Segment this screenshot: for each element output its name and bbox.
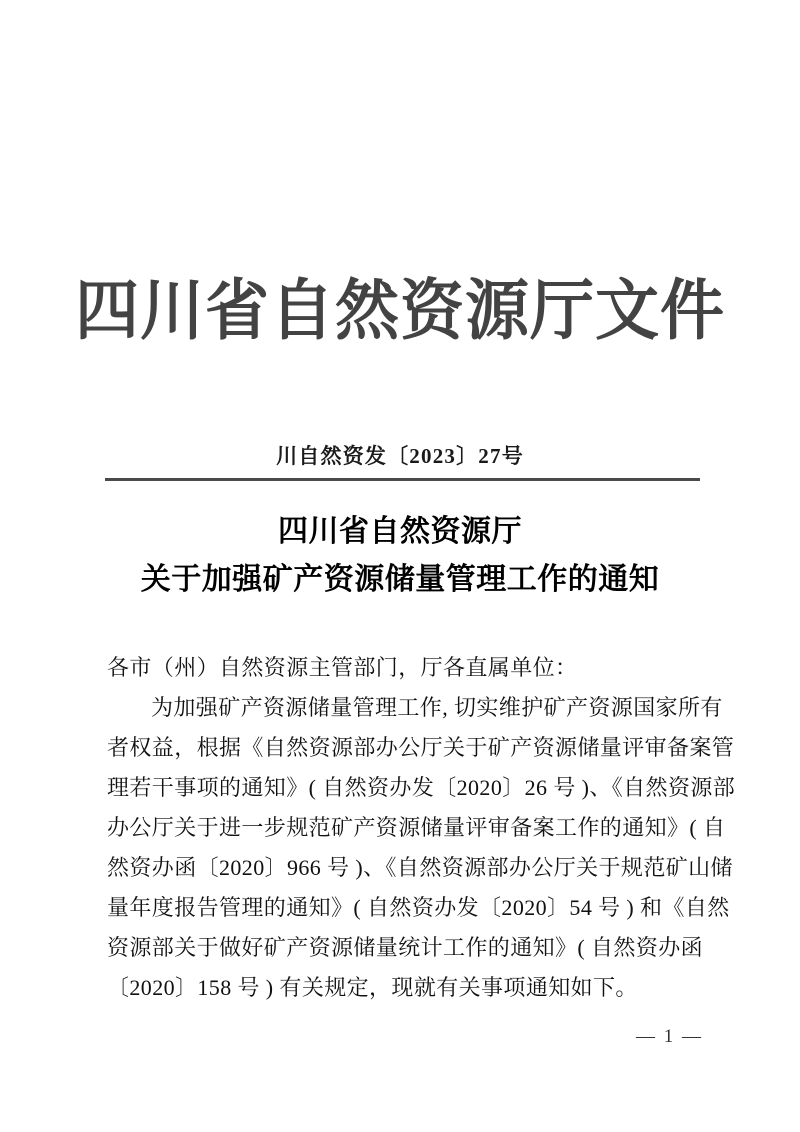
body-paragraph-line: 理若干事项的通知》( 自然资办发〔2020〕26 号 )、《自然资源部 bbox=[107, 775, 736, 800]
body-salutation: 各市（州）自然资源主管部门，厅各直属单位： bbox=[107, 655, 578, 680]
body-paragraph-line: 〔2020〕158 号 ) 有关规定，现就有关事项通知如下。 bbox=[107, 975, 638, 1000]
body-paragraph-line: 为加强矿产资源储量管理工作, 切实维护矿产资源国家所有 bbox=[151, 695, 723, 720]
document-heading bbox=[0, 508, 800, 604]
header-separator-rule bbox=[105, 478, 700, 481]
masthead-title: 四川省自然资源厅文件 bbox=[75, 275, 725, 348]
heading-line-issuer: 四川省自然资源厅 bbox=[278, 515, 522, 548]
document-body bbox=[107, 648, 736, 1008]
document-number: 川自然资发〔2023〕27号 bbox=[276, 444, 524, 468]
body-paragraph-line: 量年度报告管理的通知》( 自然资办发〔2020〕54 号 ) 和《自然 bbox=[107, 895, 730, 920]
body-paragraph-line: 然资办函〔2020〕966 号 )、《自然资源部办公厅关于规范矿山储 bbox=[107, 855, 733, 880]
body-paragraph-line: 资源部关于做好矿产资源储量统计工作的通知》( 自然资办函 bbox=[107, 935, 704, 960]
body-paragraph-line: 办公厅关于进一步规范矿产资源储量评审备案工作的通知》( 自 bbox=[107, 815, 726, 840]
masthead bbox=[0, 276, 800, 347]
page-number: — 1 — bbox=[636, 1026, 703, 1047]
body-paragraph-line: 者权益，根据《自然资源部办公厅关于矿产资源储量评审备案管 bbox=[107, 735, 735, 760]
heading-line-subject: 关于加强矿产资源储量管理工作的通知 bbox=[140, 563, 660, 596]
